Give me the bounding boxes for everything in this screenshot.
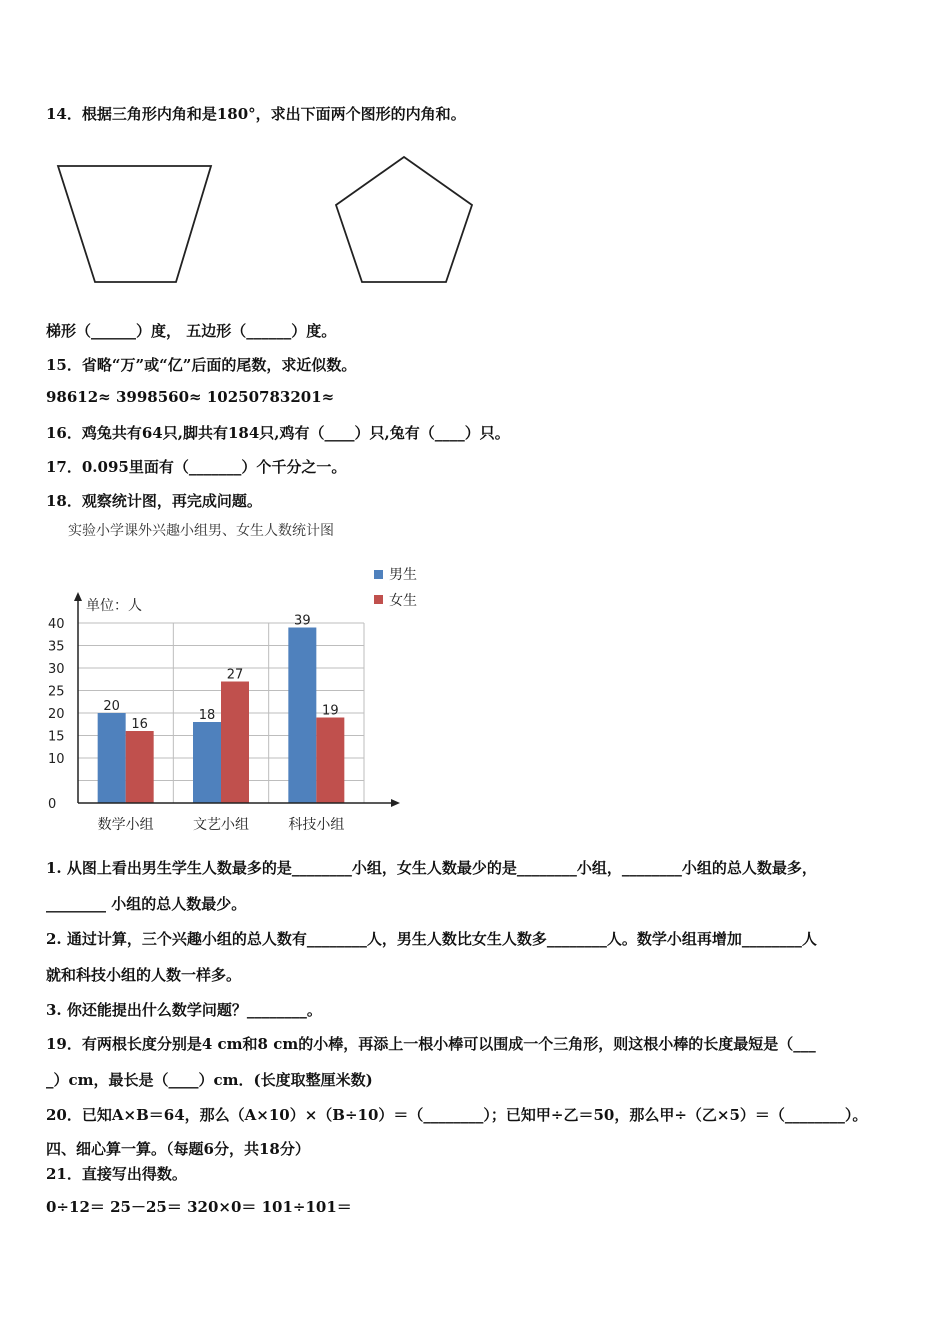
section4-heading: 四、细心算一算。（每题6分，共18分） xyxy=(46,1140,310,1158)
bar-value-label: 18 xyxy=(198,708,216,723)
legend-girls-swatch xyxy=(374,595,383,604)
q18-sub2-line1: 2. 通过计算，三个兴趣小组的总人数有________人，男生人数比女生人数多________人。数学小组再增加________人 xyxy=(46,930,817,948)
q16-text: 16．鸡兔共有64只,脚共有184只,鸡有（____）只,兔有（____）只。 xyxy=(46,424,510,442)
bar-boys xyxy=(288,628,316,804)
bar-girls xyxy=(126,731,154,803)
q18-text: 18．观察统计图，再完成问题。 xyxy=(46,492,262,510)
q21-values: 0÷12＝ 25－25＝ 320×0＝ 101÷101＝ xyxy=(46,1198,352,1216)
category-label: 数学小组 xyxy=(97,817,154,833)
bar-value-label: 16 xyxy=(131,717,148,732)
q18-sub1-line2: ________ 小组的总人数最少。 xyxy=(46,895,247,913)
q14-text: 14．根据三角形内角和是180°，求出下面两个图形的内角和。 xyxy=(46,105,466,123)
y-tick-label: 30 xyxy=(48,662,65,677)
bar-boys xyxy=(193,722,221,803)
q15-text: 15．省略“万”或“亿”后面的尾数，求近似数。 xyxy=(46,356,357,374)
bar-value-label: 27 xyxy=(226,667,244,683)
legend-boys-swatch xyxy=(374,570,383,579)
q18-sub2-line2: 就和科技小组的人数一样多。 xyxy=(46,966,242,984)
q18-sub3: 3. 你还能提出什么数学问题？________。 xyxy=(46,1001,322,1019)
q17-text: 17．0.095里面有（_______）个千分之一。 xyxy=(46,458,347,476)
y-tick-label: 15 xyxy=(48,729,65,745)
x-axis-arrow xyxy=(391,799,400,807)
q14-answer-line: 梯形（______）度， 五边形（______）度。 xyxy=(46,322,337,340)
q19-line1: 19．有两根长度分别是4 cm和8 cm的小棒，再添上一根小棒可以围成一个三角形，则这根小棒的长度最短是（___ xyxy=(46,1035,816,1053)
q18-sub1-line1: 1. 从图上看出男生学生人数最多的是________小组，女生人数最少的是________小组，________小组的总人数最多， xyxy=(46,859,817,877)
y-tick-label: 40 xyxy=(48,617,65,632)
q15-values: 98612≈ 3998560≈ 10250783201≈ xyxy=(46,388,335,406)
y-axis-arrow xyxy=(74,592,82,601)
y-tick-label: 20 xyxy=(48,707,65,722)
chart-title: 实验小学课外兴趣小组男、女生人数统计图 xyxy=(68,523,334,539)
y-tick-label: 25 xyxy=(48,684,65,700)
pentagon-figure xyxy=(330,150,480,290)
category-label: 文艺小组 xyxy=(193,817,249,833)
bar-value-label: 19 xyxy=(322,703,339,719)
bar-chart xyxy=(40,515,420,840)
bar-value-label: 39 xyxy=(294,613,311,629)
legend-girls-label: 女生 xyxy=(389,593,417,609)
bar-girls xyxy=(221,682,249,804)
bar-boys xyxy=(98,713,126,803)
q21-text: 21．直接写出得数。 xyxy=(46,1165,187,1183)
q20-text: 20．已知A×B＝64，那么（A×10）×（B÷10）＝（________）；已知甲÷乙＝50，那么甲÷（乙×5）＝（________）。 xyxy=(46,1106,868,1124)
y-tick-label: 0 xyxy=(48,797,57,812)
y-axis-unit-label: 单位：人 xyxy=(86,598,142,614)
bar-value-label: 20 xyxy=(103,699,120,714)
legend-boys-label: 男生 xyxy=(389,567,417,583)
q19-line2: _）cm，最长是（____）cm．(长度取整厘米数) xyxy=(46,1071,373,1089)
y-tick-label: 10 xyxy=(48,752,65,767)
bar-girls xyxy=(316,718,344,804)
trapezoid-figure xyxy=(50,160,220,290)
y-tick-label: 35 xyxy=(48,639,65,655)
category-label: 科技小组 xyxy=(288,817,345,833)
